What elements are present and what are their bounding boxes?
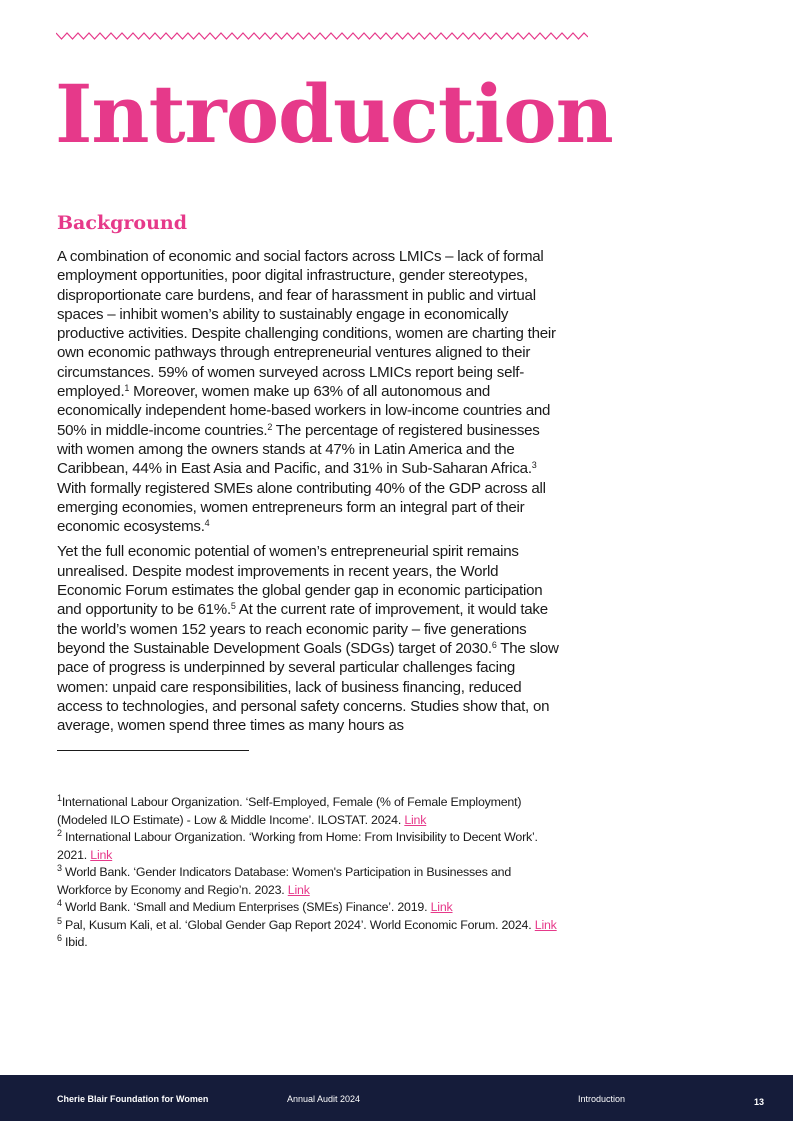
footer-section: Introduction [578,1094,626,1104]
paragraph-1: A combination of economic and social factors across LMICs – lack of formal employment opportunities, poor digital infrastructure, gender stereotypes, disproportionate care burdens, and fear of harassment in public and virtual spaces – inhibit women’s ability to sustainably engage in economically productive activities. Despite challenging conditions, women are charting their own economic pathways through entrepreneurial ventures aligned to their circumstances. 59% of women surveyed across LMICs report being self-employed.$^1$ Moreover, women make up 63% of all autonomous and economically independent home-based workers in low-income countries and 50% in middle-income countries.$^2$ The percentage of registered businesses with women among the owners stands at 47% in Latin America and the Caribbean, 44% in East Asia and Pacific, and 31% in Sub-Saharan Africa.$^3$ With formally registered SMEs alone contributing 40% of the GDP across all emerging economies, women entrepreneurs form an integral part of their economic ecosystems.$^4$ [57,248,556,536]
footnote-ref-3: 3 [531,460,537,471]
footnotes [57,794,557,952]
footnote-2: $^2$ International Labour Organization. ‘Working from Home: From Invisibility to Decent Work’. 2021. Link [57,828,538,862]
section-heading: Background [57,212,187,234]
page-number: 13 [754,1097,765,1107]
footnote-5-link[interactable]: Link [534,917,557,932]
paragraph-2: Yet the full economic potential of women’s entrepreneurial spirit remains unrealised. Despite modest improvements in recent years, the World Economic Forum estimates the global gender gap in economic participation and opportunity to be 61%.$^5$ At the current rate of improvement, it would take the world’s women 152 years to reach economic parity – five generations beyond the Sustainable Development Goals (SDGs) target of 2030.$^6$ The slow pace of progress is underpinned by several particular challenges facing women: unpaid care responsibilities, lack of business financing, reduced access to technologies, and personal safety concerns. Studies show that, on average, women spend three times as many hours as [57,543,559,735]
footnote-divider [57,750,249,751]
footnote-4-link[interactable]: Link [430,900,453,914]
footnote-ref-1: 1 [124,383,130,394]
footnote-1-link[interactable]: Link [404,812,427,827]
page-footer [0,1075,793,1121]
footer-document-title: Annual Audit 2024 [287,1094,361,1104]
footnote-ref-6: 6 [491,639,497,650]
body-text [57,247,562,741]
footnote-4: $^4$ World Bank. ‘Small and Medium Enterprises (SMEs) Finance’. 2019. Link [57,898,453,914]
footnote-2-link[interactable]: Link [90,847,113,862]
footnote-3: $^3$ World Bank. ‘Gender Indicators Database: Women's Participation in Businesses and Workforce by Economy and Regio’n. 2023. Link [57,863,512,897]
zigzag-divider [56,30,588,42]
footnote-1: $^1$International Labour Organization. ‘Self-Employed, Female (% of Female Employment) (Modeled ILO Estimate) - Low & Middle Income’. ILOSTAT. 2024. Link [57,793,522,827]
footnote-ref-2: 2 [267,421,273,432]
footnote-6: $^6$ Ibid. [57,933,88,949]
footnote-ref-5: 5 [230,601,236,612]
footnote-ref-4: 4 [204,518,210,529]
footnote-3-link[interactable]: Link [287,882,310,897]
footer-organization: Cherie Blair Foundation for Women [57,1094,209,1104]
page-title: Introduction [55,67,613,161]
footnote-5: $^5$ Pal, Kusum Kali, et al. ‘Global Gender Gap Report 2024’. World Economic Forum. 2024. Link [57,915,557,932]
